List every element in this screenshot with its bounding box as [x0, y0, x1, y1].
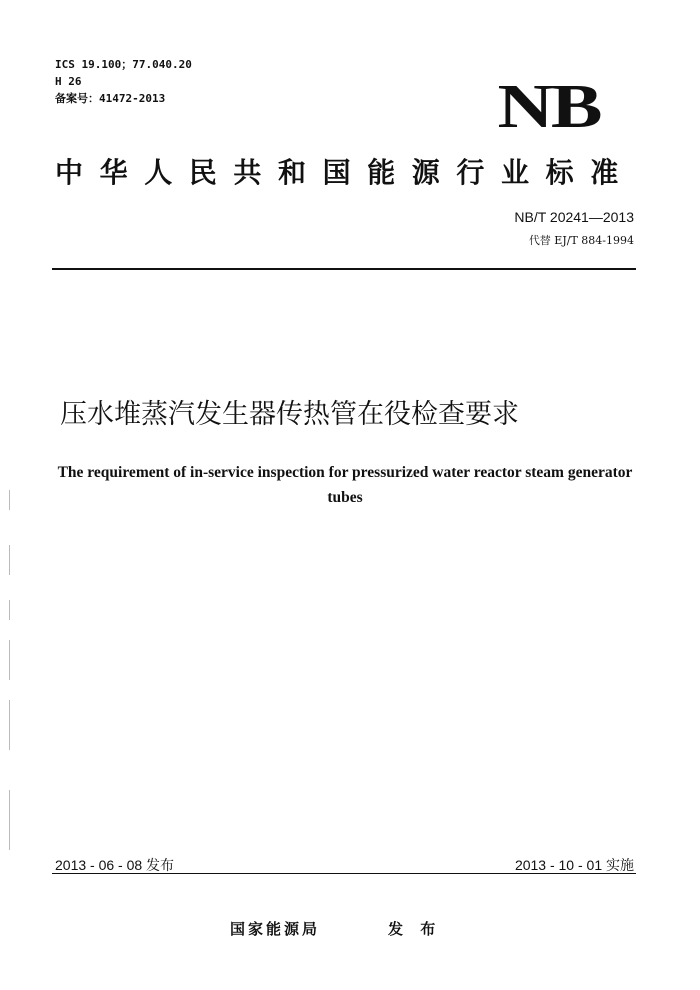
binding-mark	[9, 640, 10, 680]
title-english: The requirement of in-service inspection for pressurized water reactor steam generator tubes	[57, 464, 633, 506]
publisher-name: 国家能源局	[230, 920, 321, 938]
issue-date: 2013 - 06 - 08 发布	[55, 857, 175, 873]
filing-number: 备案号：41472-2013	[55, 92, 166, 105]
title-chinese: 压水堆蒸汽发生器传热管在役检查要求	[60, 399, 519, 430]
classification-block	[55, 56, 192, 107]
date-divider	[52, 873, 636, 874]
nb-logo: NB	[497, 73, 600, 141]
standard-code: NB/T 20241—2013	[514, 209, 634, 225]
ics-code: ICS 19.100；77.040.20	[55, 58, 192, 71]
binding-mark	[9, 600, 10, 620]
binding-mark	[9, 490, 10, 510]
binding-mark	[9, 790, 10, 850]
class-code: H 26	[55, 75, 82, 88]
publish-label: 发 布	[388, 920, 442, 938]
header-divider	[52, 268, 636, 270]
effective-date: 2013 - 10 - 01 实施	[514, 857, 634, 873]
binding-mark	[9, 700, 10, 750]
binding-mark	[9, 545, 10, 575]
issuing-organization-heading: 中华人民共和国能源行业标准	[55, 156, 635, 189]
replaces-standard: 代替 EJ/T 884-1994	[528, 234, 634, 247]
